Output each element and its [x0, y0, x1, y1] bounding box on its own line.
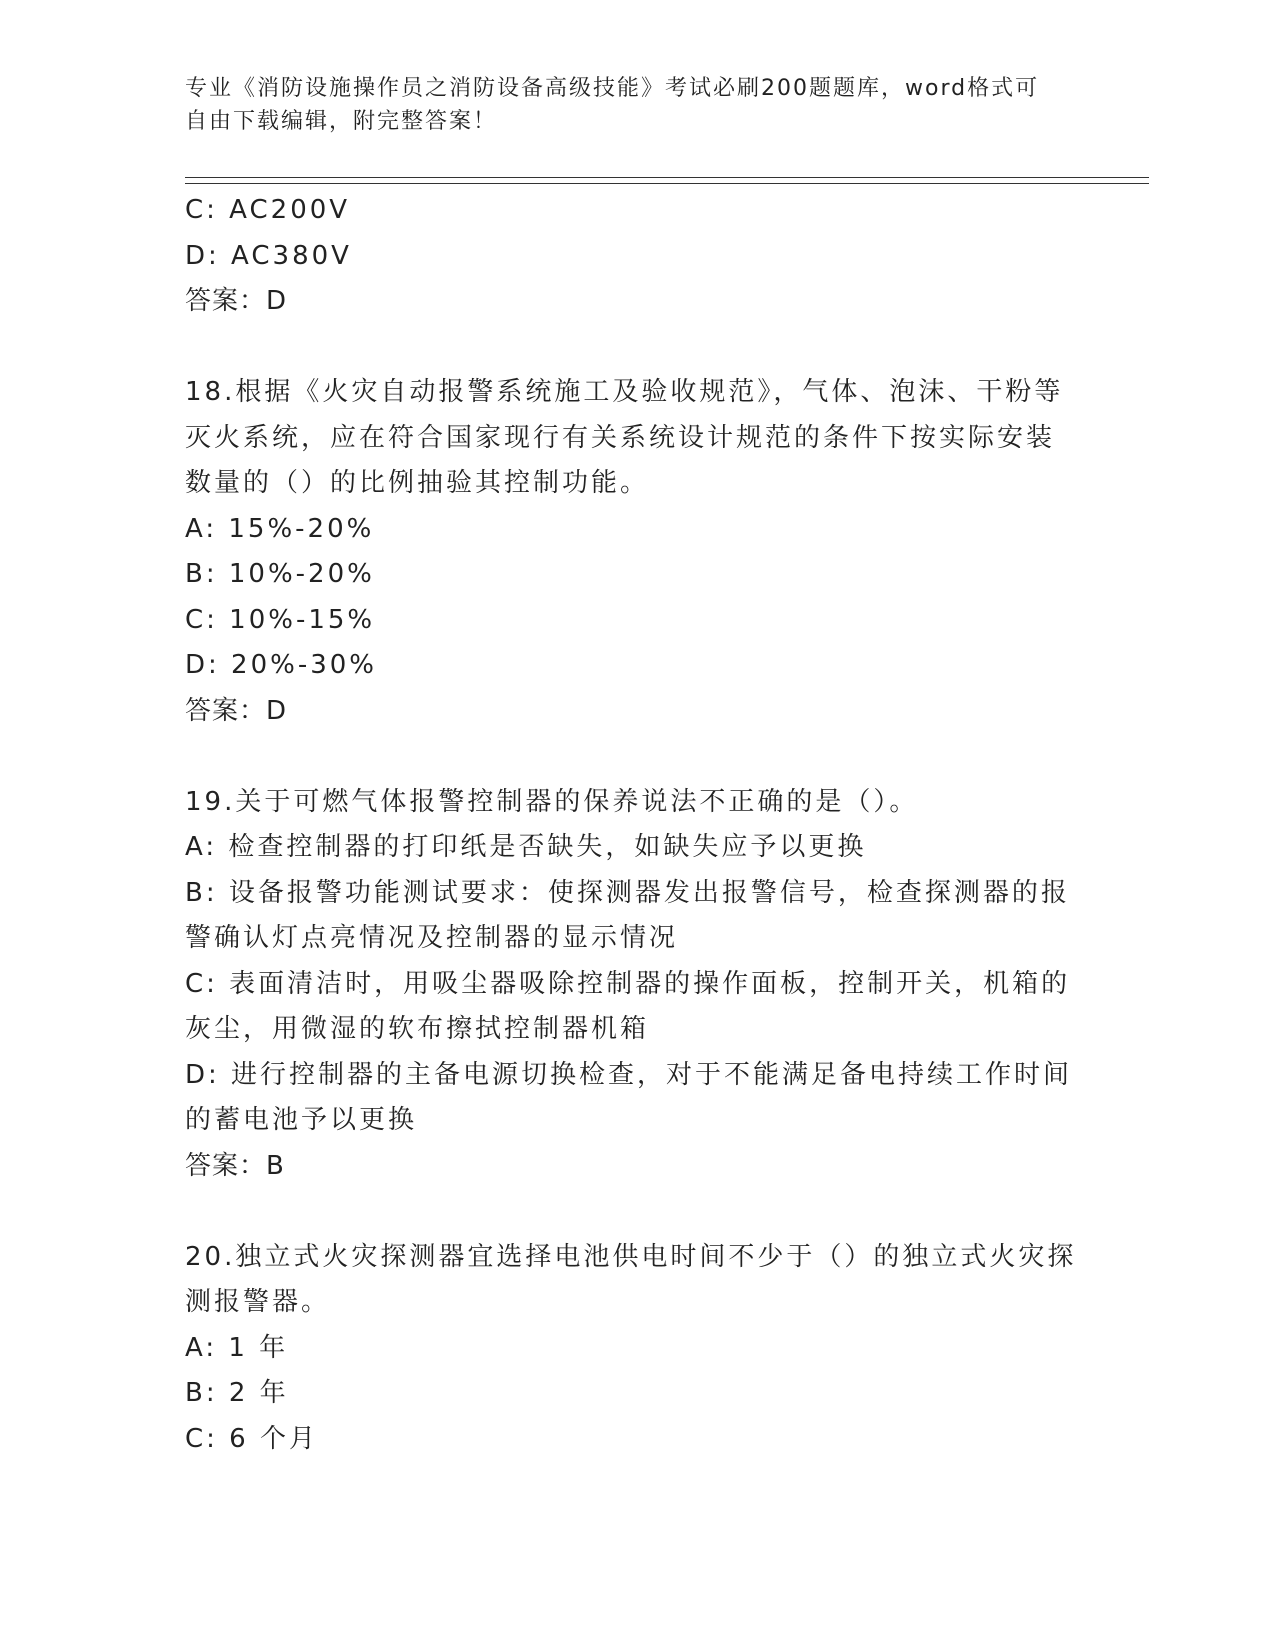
q19-option-a: A: 检查控制器的打印纸是否缺失，如缺失应予以更换 — [185, 832, 867, 862]
question-20 — [185, 1235, 1085, 1463]
q20-option-c: C: 6 个月 — [185, 1423, 318, 1454]
q19-stem-line-1: 19.关于可燃气体报警控制器的保养说法不正确的是（）。 — [185, 786, 919, 817]
q17-option-d: D: AC380V — [185, 240, 352, 271]
document-header — [185, 72, 1065, 138]
q18-stem-line-1: 18.根据《火灾自动报警系统施工及验收规范》，气体、泡沫、干粉等 — [185, 377, 1064, 407]
header-line-1: 专业《消防设施操作员之消防设备高级技能》考试必刷200题题库，word格式可 — [185, 76, 1040, 101]
q19-option-b-line-1: B: 设备报警功能测试要求：使探测器发出报警信号，检查探测器的报 — [185, 877, 1070, 908]
q19-option-c-line-2: 灰尘，用微湿的软布擦拭控制器机箱 — [185, 1014, 650, 1044]
header-double-rule — [185, 177, 1149, 184]
q19-option-d-line-1: D: 进行控制器的主备电源切换检查，对于不能满足备电持续工作时间 — [185, 1059, 1073, 1090]
question-17-tail — [185, 188, 1085, 325]
q19-answer: 答案：B — [185, 1150, 285, 1181]
q19-option-d-line-2: 的蓄电池予以更换 — [185, 1105, 418, 1135]
q20-option-a: A: 1 年 — [185, 1332, 289, 1363]
q17-answer: 答案：D — [185, 286, 288, 316]
document-body — [185, 188, 1085, 1462]
spacer — [185, 1189, 1085, 1235]
q19-option-c-line-1: C: 表面清洁时，用吸尘器吸除控制器的操作面板，控制开关，机箱的 — [185, 968, 1071, 999]
q18-answer: 答案：D — [185, 695, 288, 726]
q20-stem-line-1: 20.独立式火灾探测器宜选择电池供电时间不少于（）的独立式火灾探 — [185, 1241, 1077, 1272]
question-19 — [185, 780, 1085, 1190]
q20-stem-line-2: 测报警器。 — [185, 1287, 331, 1317]
q17-option-c: C: AC200V — [185, 195, 351, 225]
q19-option-b-line-2: 警确认灯点亮情况及控制器的显示情况 — [185, 923, 679, 953]
q20-option-b: B: 2 年 — [185, 1378, 289, 1408]
question-18 — [185, 370, 1085, 734]
spacer — [185, 325, 1085, 371]
q18-stem-line-2: 灭火系统，应在符合国家现行有关系统设计规范的条件下按实际安装 — [185, 422, 1056, 453]
q18-stem-line-3: 数量的（）的比例抽验其控制功能。 — [185, 468, 650, 498]
q18-option-b: B: 10%-20% — [185, 559, 375, 589]
q18-option-d: D: 20%-30% — [185, 650, 378, 680]
header-line-2: 自由下载编辑，附完整答案！ — [185, 109, 498, 134]
spacer — [185, 734, 1085, 780]
q18-option-a: A: 15%-20% — [185, 513, 375, 544]
q18-option-c: C: 10%-15% — [185, 604, 376, 635]
